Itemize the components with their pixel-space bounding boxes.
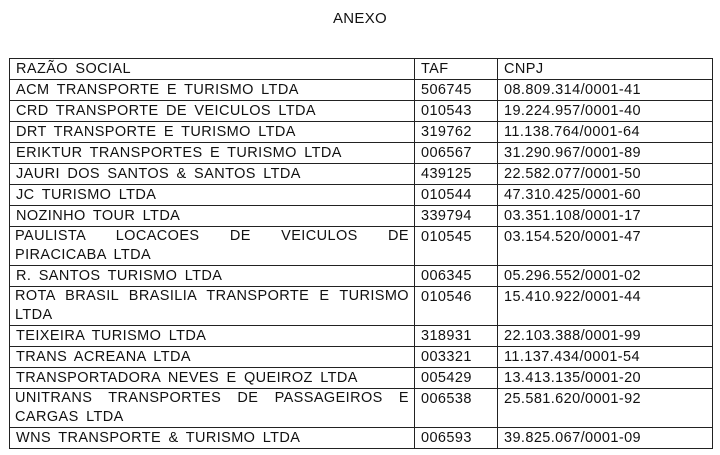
table-row: [10, 185, 713, 206]
table-row: [10, 347, 713, 368]
cnpj-cell: 03.351.108/0001-17: [498, 206, 713, 227]
company-name-cell: DRT TRANSPORTE E TURISMO LTDA: [10, 122, 415, 143]
annex-table: [9, 58, 713, 449]
taf-cell: 006593: [415, 428, 498, 449]
cnpj-cell: 22.103.388/0001-99: [498, 326, 713, 347]
cnpj-cell: 13.413.135/0001-20: [498, 368, 713, 389]
taf-cell: 005429: [415, 368, 498, 389]
company-name-cell: ROTA BRASIL BRASILIA TRANSPORTE E TURISMO LTDA: [10, 287, 415, 326]
cnpj-cell: 05.296.552/0001-02: [498, 266, 713, 287]
company-name-cell: TRANS ACREANA LTDA: [10, 347, 415, 368]
taf-cell: 319762: [415, 122, 498, 143]
column-header-taf: TAF: [415, 59, 498, 80]
taf-cell: 439125: [415, 164, 498, 185]
taf-cell: 010543: [415, 101, 498, 122]
table-header-row: [10, 59, 713, 80]
company-name-cell: ACM TRANSPORTE E TURISMO LTDA: [10, 80, 415, 101]
cnpj-cell: 08.809.314/0001-41: [498, 80, 713, 101]
table-row: [10, 227, 713, 266]
company-name-cell: TRANSPORTADORA NEVES E QUEIROZ LTDA: [10, 368, 415, 389]
cnpj-cell: 03.154.520/0001-47: [498, 227, 713, 266]
table-row: [10, 80, 713, 101]
company-name-cell: TEIXEIRA TURISMO LTDA: [10, 326, 415, 347]
taf-cell: 010545: [415, 227, 498, 266]
company-name-cell: JC TURISMO LTDA: [10, 185, 415, 206]
cnpj-cell: 31.290.967/0001-89: [498, 143, 713, 164]
table-row: [10, 206, 713, 227]
table-row: [10, 389, 713, 428]
taf-cell: 010546: [415, 287, 498, 326]
taf-cell: 006345: [415, 266, 498, 287]
column-header-razao-social: RAZÃO SOCIAL: [10, 59, 415, 80]
cnpj-cell: 22.582.077/0001-50: [498, 164, 713, 185]
table-row: [10, 101, 713, 122]
table-row: [10, 326, 713, 347]
table-row: [10, 266, 713, 287]
taf-cell: 506745: [415, 80, 498, 101]
taf-cell: 318931: [415, 326, 498, 347]
table-row: [10, 287, 713, 326]
company-name-cell: NOZINHO TOUR LTDA: [10, 206, 415, 227]
company-name-cell: UNITRANS TRANSPORTES DE PASSAGEIROS E CARGAS LTDA: [10, 389, 415, 428]
column-header-cnpj: CNPJ: [498, 59, 713, 80]
table-row: [10, 428, 713, 449]
taf-cell: 006567: [415, 143, 498, 164]
cnpj-cell: 11.137.434/0001-54: [498, 347, 713, 368]
cnpj-cell: 19.224.957/0001-40: [498, 101, 713, 122]
company-name-cell: PAULISTA LOCACOES DE VEICULOS DE PIRACICABA LTDA: [10, 227, 415, 266]
company-name-cell: R. SANTOS TURISMO LTDA: [10, 266, 415, 287]
table-row: [10, 122, 713, 143]
document-title: ANEXO: [332, 10, 387, 27]
cnpj-cell: 15.410.922/0001-44: [498, 287, 713, 326]
taf-cell: 010544: [415, 185, 498, 206]
cnpj-cell: 47.310.425/0001-60: [498, 185, 713, 206]
cnpj-cell: 39.825.067/0001-09: [498, 428, 713, 449]
cnpj-cell: 11.138.764/0001-64: [498, 122, 713, 143]
table-row: [10, 164, 713, 185]
company-name-cell: CRD TRANSPORTE DE VEICULOS LTDA: [10, 101, 415, 122]
taf-cell: 003321: [415, 347, 498, 368]
company-name-cell: JAURI DOS SANTOS & SANTOS LTDA: [10, 164, 415, 185]
company-name-cell: ERIKTUR TRANSPORTES E TURISMO LTDA: [10, 143, 415, 164]
taf-cell: 006538: [415, 389, 498, 428]
cnpj-cell: 25.581.620/0001-92: [498, 389, 713, 428]
table-row: [10, 143, 713, 164]
taf-cell: 339794: [415, 206, 498, 227]
company-name-cell: WNS TRANSPORTE & TURISMO LTDA: [10, 428, 415, 449]
table-row: [10, 368, 713, 389]
